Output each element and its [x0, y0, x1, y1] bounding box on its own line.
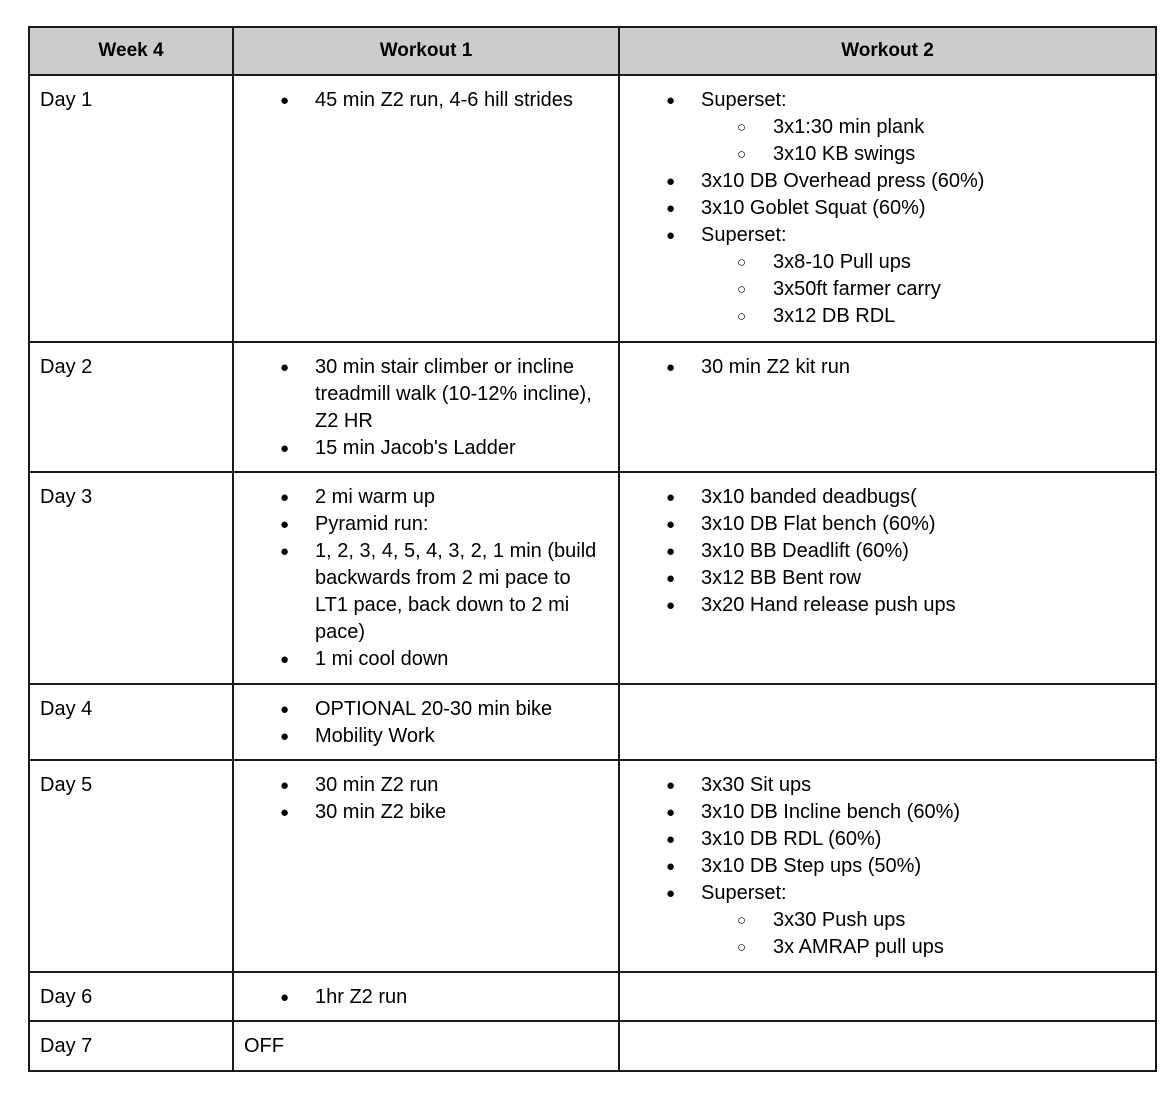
list-item	[244, 984, 608, 1011]
list-item-text: 30 min Z2 bike	[315, 801, 447, 823]
exercise-list	[244, 772, 608, 826]
list-item	[630, 538, 1145, 565]
list-item	[630, 484, 1145, 511]
superset-list	[701, 249, 1145, 330]
superset-list	[701, 114, 1145, 168]
workout-2-cell	[619, 760, 1156, 972]
workout-1-cell	[233, 75, 619, 342]
list-item-text: 1, 2, 3, 4, 5, 4, 3, 2, 1 min (build backwards from 2 mi pace to LT1 pace, back down to 2 mi pace)	[315, 540, 597, 643]
superset-item: ○ 3x12 DB RDL	[701, 303, 1145, 330]
list-item-text: 30 min stair climber or incline treadmill walk (10-12% incline), Z2 HR	[315, 356, 592, 432]
workout-2-cell	[619, 684, 1156, 760]
list-item-text: 3x10 BB Deadlift (60%)	[701, 540, 909, 562]
superset-item: ○ 3x1:30 min plank	[701, 114, 1145, 141]
list-item-text: 3x20 Hand release push ups	[701, 594, 956, 616]
superset-item: ○ 3x30 Push ups	[701, 907, 1145, 934]
day-label: Day 3	[29, 472, 233, 684]
list-item-text: 30 min Z2 run	[315, 774, 439, 796]
list-item-text: 3x10 DB Incline bench (60%)	[701, 801, 961, 823]
superset-item: ○ 3x10 KB swings	[701, 141, 1145, 168]
day-label: Day 1	[29, 75, 233, 342]
exercise-list	[630, 772, 1145, 961]
list-item	[630, 87, 1145, 168]
list-item	[244, 799, 608, 826]
list-item	[630, 565, 1145, 592]
day-label: Day 4	[29, 684, 233, 760]
workout-2-cell	[619, 972, 1156, 1021]
list-item	[630, 168, 1145, 195]
list-item	[630, 592, 1145, 619]
list-item	[630, 195, 1145, 222]
list-item-text: 3x10 DB Overhead press (60%)	[701, 170, 985, 192]
exercise-list	[630, 354, 1145, 381]
workout-2-cell	[619, 1021, 1156, 1071]
table-row	[29, 684, 1156, 760]
table-row	[29, 342, 1156, 472]
list-item-text: 3x30 Sit ups	[701, 774, 812, 796]
list-item	[244, 87, 608, 114]
workout-2-cell	[619, 75, 1156, 342]
exercise-list	[244, 984, 608, 1011]
workout-plan-table	[28, 26, 1157, 1072]
list-item	[244, 646, 608, 673]
list-item-text: 3x10 DB Flat bench (60%)	[701, 513, 936, 535]
list-item-text: 3x10 DB RDL (60%)	[701, 828, 882, 850]
day-label: Day 2	[29, 342, 233, 472]
superset-item: ○ 3x8-10 Pull ups	[701, 249, 1145, 276]
list-item-text: 45 min Z2 run, 4-6 hill strides	[315, 89, 573, 111]
table-row	[29, 1021, 1156, 1071]
list-item-text: 1 mi cool down	[315, 648, 449, 670]
list-item	[630, 772, 1145, 799]
list-item	[630, 222, 1145, 330]
cell-text: OFF	[244, 1035, 284, 1057]
list-item	[244, 723, 608, 750]
workout-1-cell	[233, 760, 619, 972]
superset-item: ○ 3x AMRAP pull ups	[701, 934, 1145, 961]
list-item	[630, 511, 1145, 538]
list-item-text: Mobility Work	[315, 725, 435, 747]
list-item-text: OPTIONAL 20-30 min bike	[315, 698, 553, 720]
list-item-text: 15 min Jacob's Ladder	[315, 437, 516, 459]
list-item	[244, 696, 608, 723]
day-label: Day 6	[29, 972, 233, 1021]
table-body	[29, 75, 1156, 1071]
table-row	[29, 75, 1156, 342]
header-workout-1: Workout 1	[233, 27, 619, 75]
list-item-text: 30 min Z2 kit run	[701, 356, 850, 378]
table-row	[29, 972, 1156, 1021]
workout-1-cell	[233, 684, 619, 760]
list-item	[244, 354, 608, 435]
list-item	[630, 880, 1145, 961]
table-header-row	[29, 27, 1156, 75]
workout-2-cell	[619, 342, 1156, 472]
list-item-text: 1hr Z2 run	[315, 986, 408, 1008]
header-week: Week 4	[29, 27, 233, 75]
list-item-text: 3x10 banded deadbugs(	[701, 486, 917, 508]
exercise-list	[630, 87, 1145, 330]
list-item-text: Superset:	[701, 224, 787, 246]
table-row	[29, 472, 1156, 684]
list-item-text: Superset:	[701, 89, 787, 111]
list-item	[244, 435, 608, 462]
exercise-list	[244, 87, 608, 114]
exercise-list	[630, 484, 1145, 619]
workout-1-cell	[233, 1021, 619, 1071]
workout-1-cell	[233, 342, 619, 472]
list-item	[630, 826, 1145, 853]
day-label: Day 7	[29, 1021, 233, 1071]
list-item-text: Superset:	[701, 882, 787, 904]
list-item	[630, 354, 1145, 381]
workout-1-cell	[233, 472, 619, 684]
superset-item: ○ 3x50ft farmer carry	[701, 276, 1145, 303]
workout-1-cell	[233, 972, 619, 1021]
exercise-list	[244, 696, 608, 750]
list-item	[244, 772, 608, 799]
superset-list	[701, 907, 1145, 961]
exercise-list	[244, 484, 608, 673]
table-row	[29, 760, 1156, 972]
list-item-text: 3x10 Goblet Squat (60%)	[701, 197, 926, 219]
list-item	[630, 799, 1145, 826]
list-item-text: 3x12 BB Bent row	[701, 567, 862, 589]
list-item-text: Pyramid run:	[315, 513, 429, 535]
list-item	[244, 484, 608, 511]
header-workout-2: Workout 2	[619, 27, 1156, 75]
list-item-text: 3x10 DB Step ups (50%)	[701, 855, 922, 877]
list-item	[244, 511, 608, 538]
day-label: Day 5	[29, 760, 233, 972]
workout-2-cell	[619, 472, 1156, 684]
exercise-list	[244, 354, 608, 462]
list-item	[244, 538, 608, 646]
list-item	[630, 853, 1145, 880]
list-item-text: 2 mi warm up	[315, 486, 436, 508]
